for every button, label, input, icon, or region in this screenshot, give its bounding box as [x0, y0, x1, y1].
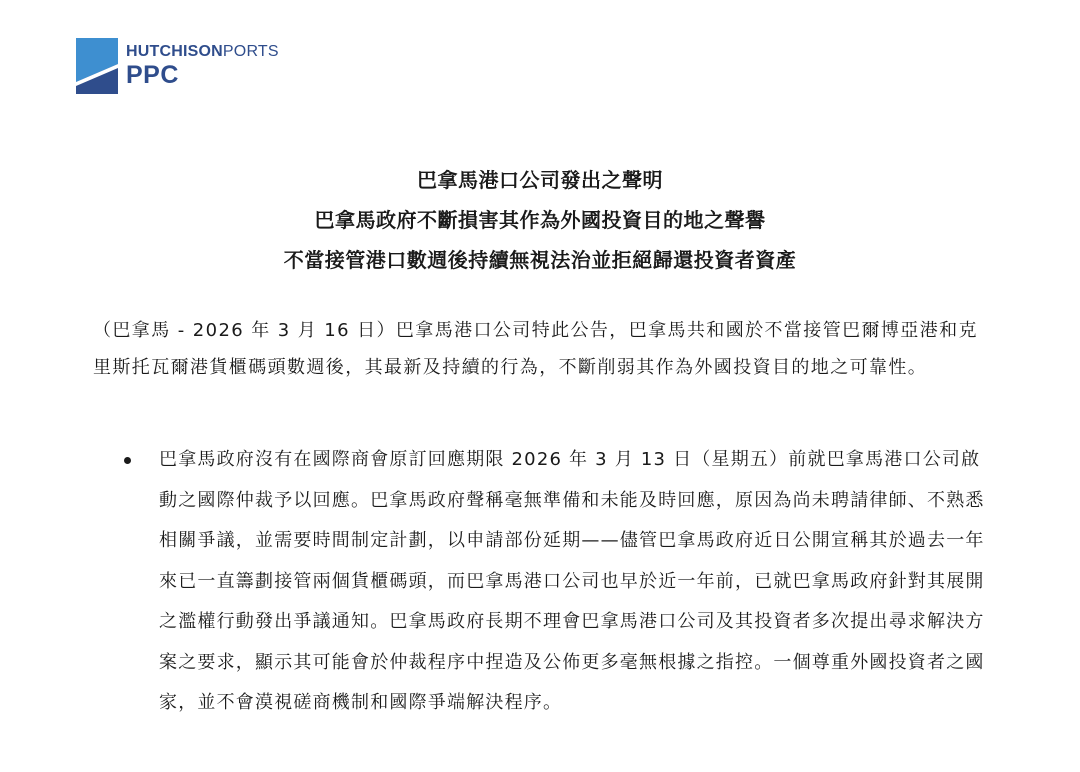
list-item: [120, 440, 990, 724]
hutchison-ports-logo-icon: [76, 38, 118, 94]
document-subtitle-2: 不當接管港口數週後持續無視法治並拒絕歸還投資者資產: [283, 248, 797, 272]
logo-wordmark: [126, 43, 279, 89]
document-title: 巴拿馬港口公司發出之聲明: [417, 168, 663, 192]
logo-brand-line: [126, 43, 279, 61]
logo-subbrand: PPC: [126, 61, 179, 89]
bullet-text: 巴拿馬政府沒有在國際商會原訂回應期限 2026 年 3 月 13 日（星期五）前就巴拿馬港口公司啟動之國際仲裁予以回應。巴拿馬政府聲稱毫無準備和未能及時回應，原因為尚未聘請律師、不熟悉相關爭議，並需要時間制定計劃，以申請部份延期——儘管巴拿馬政府近日公開宣稱其於過去一年來已一直籌劃接管兩個貨櫃碼頭，而巴拿馬港口公司也早於近一年前，已就巴拿馬政府針對其展開之濫權行動發出爭議通知。巴拿馬政府長期不理會巴拿馬港口公司及其投資者多次提出尋求解決方案之要求，顯示其可能會於仲裁程序中捏造及公佈更多毫無根據之指控。一個尊重外國投資者之國家，並不會漠視磋商機制和國際爭端解決程序。: [159, 449, 985, 713]
company-logo: [76, 38, 279, 94]
intro-paragraph: （巴拿馬 - 2026 年 3 月 16 日）巴拿馬港口公司特此公告，巴拿馬共和國於不當接管巴爾博亞港和克里斯托瓦爾港貨櫃碼頭數週後，其最新及持續的行為，不斷削弱其作為外國投資目的地之可靠性。: [93, 320, 978, 378]
logo-brand-bold: HUTCHISON: [126, 43, 223, 60]
bullet-list: [120, 440, 990, 724]
document-title-block: [0, 160, 1080, 280]
logo-brand-rest: PORTS: [222, 43, 279, 60]
bullet-dot-icon: [124, 457, 131, 464]
document-subtitle: 巴拿馬政府不斷損害其作為外國投資目的地之聲譽: [314, 208, 766, 232]
